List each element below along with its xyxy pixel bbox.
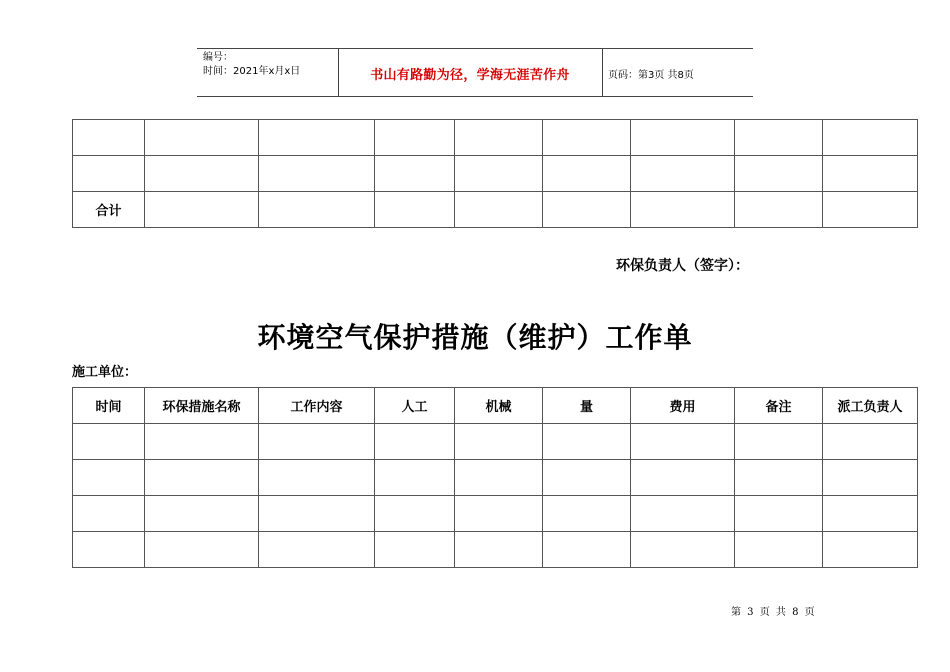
table-cell [73,496,145,532]
table-cell [631,460,735,496]
header-motto: 书山有路勤为径，学海无涯苦作舟 [370,68,570,83]
table-cell [543,460,631,496]
work-order-table [72,387,918,568]
signature-label: 环保负责人（签字）： [616,258,749,274]
table-cell [735,424,823,460]
table-cell [543,156,631,192]
table-cell [631,120,735,156]
table-cell [145,532,259,568]
column-header: 人工 [375,388,455,424]
table-row [73,460,918,496]
column-header: 派工负责人 [823,388,918,424]
table-cell [735,192,823,228]
table-cell [823,532,918,568]
table-cell [631,424,735,460]
table-cell [455,120,543,156]
table-cell [735,156,823,192]
table-cell [145,192,259,228]
table-cell [259,496,375,532]
table-cell [73,120,145,156]
number-label: 编号： [203,52,233,63]
table-cell [631,156,735,192]
table-cell [73,532,145,568]
table-cell [823,120,918,156]
table-cell [455,192,543,228]
table-cell [455,156,543,192]
table-cell [73,460,145,496]
table-header-row [73,388,918,424]
table-cell [375,532,455,568]
table-cell [823,192,918,228]
table-cell [455,460,543,496]
table-cell [375,460,455,496]
column-header: 机械 [455,388,543,424]
table-row [73,156,918,192]
table-cell [543,424,631,460]
table-cell [375,156,455,192]
table-cell [259,460,375,496]
table-cell [823,496,918,532]
table-cell [259,156,375,192]
table-cell [259,192,375,228]
table-cell [73,424,145,460]
column-header: 时间 [73,388,145,424]
construction-unit-label: 施工单位： [72,365,138,380]
summary-table [72,119,918,228]
table-row [73,424,918,460]
table-cell [145,460,259,496]
table-cell [735,460,823,496]
table-cell [375,496,455,532]
table-cell [631,532,735,568]
table-cell [145,156,259,192]
column-header: 环保措施名称 [145,388,259,424]
table-cell [145,120,259,156]
table-cell [631,192,735,228]
table-row [73,192,918,228]
table-cell [455,424,543,460]
table-cell [145,496,259,532]
page-header [197,48,753,97]
column-header: 工作内容 [259,388,375,424]
table-cell [259,424,375,460]
form-title: 环境空气保护措施（维护）工作单 [257,321,693,354]
table-row [73,120,918,156]
table-cell [543,120,631,156]
column-header: 费用 [631,388,735,424]
table-cell [73,156,145,192]
table-cell [375,120,455,156]
header-page-info: 页码：第3页 共8页 [608,70,694,81]
table-row [73,496,918,532]
table-cell [735,532,823,568]
table-cell [145,424,259,460]
table-row [73,532,918,568]
table-cell [543,192,631,228]
time-label: 时间：2021年x月x日 [203,66,301,77]
table-cell [823,156,918,192]
table-cell [823,460,918,496]
table-cell [543,496,631,532]
table-cell [631,496,735,532]
header-meta [203,51,300,79]
page-footer: 第 3 页 共 8 页 [731,607,815,618]
column-header: 备注 [735,388,823,424]
table-cell [259,120,375,156]
table-cell: 合计 [73,192,145,228]
table-cell [543,532,631,568]
table-cell [375,192,455,228]
table-cell [455,496,543,532]
column-header: 量 [543,388,631,424]
header-divider [602,49,603,96]
table-cell [259,532,375,568]
table-cell [735,496,823,532]
table-cell [823,424,918,460]
table-cell [375,424,455,460]
table-cell [735,120,823,156]
table-cell [455,532,543,568]
